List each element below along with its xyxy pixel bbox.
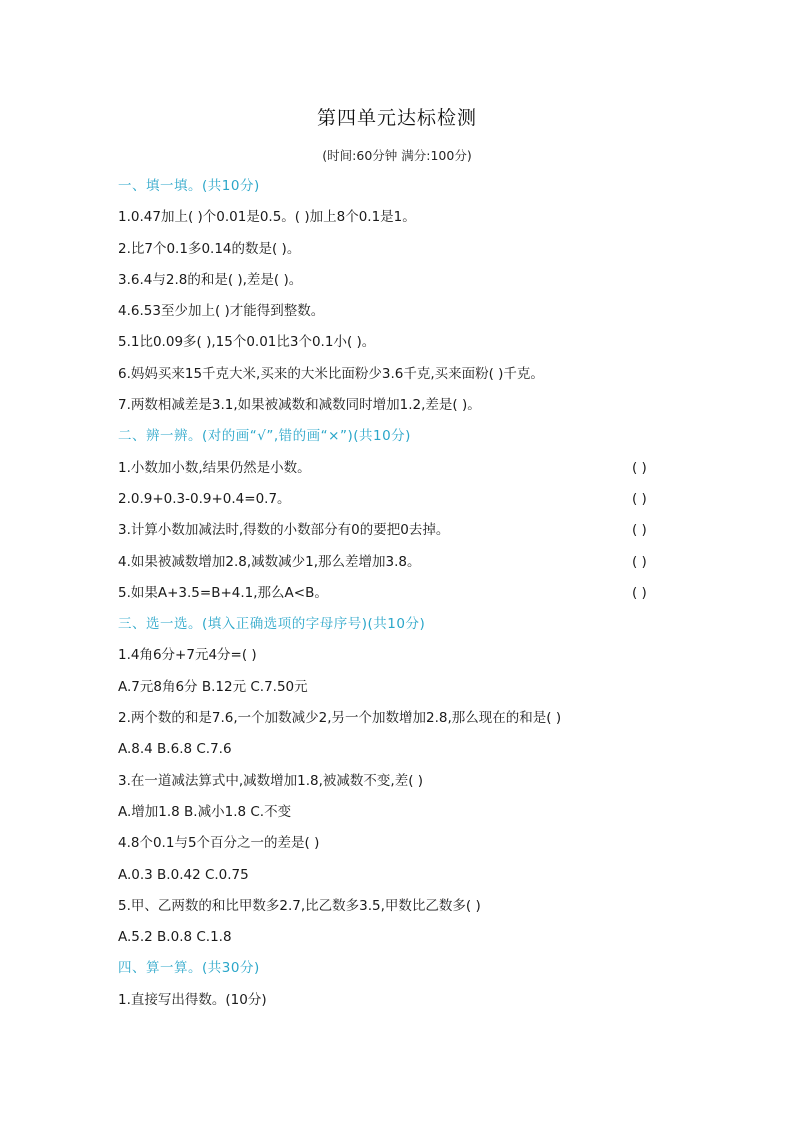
question-line: 6.妈妈买来15千克大米,买来的大米比面粉少3.6千克,买来面粉( )千克。: [118, 365, 544, 382]
question-line: 2.比7个0.1多0.14的数是( )。: [118, 240, 301, 257]
question-line: 5.甲、乙两数的和比甲数多2.7,比乙数多3.5,甲数比乙数多( ): [118, 897, 481, 914]
answer-blank: ( ): [632, 490, 647, 507]
judge-question-row: [118, 484, 678, 515]
judge-question-text: 4.如果被减数增加2.8,减数减少1,那么差增加3.8。: [118, 553, 421, 570]
question-line: 2.两个数的和是7.6,一个加数减少2,另一个加数增加2.8,那么现在的和是( ): [118, 710, 562, 727]
judge-question-row: [118, 547, 678, 578]
question-line: 1.4角6分+7元4分=( ): [118, 647, 257, 664]
judge-question-text: 5.如果A+3.5=B+4.1,那么A<B。: [118, 584, 328, 601]
section-heading-calculate: 四、算一算。(共30分): [118, 960, 260, 977]
options-line: A.7元8角6分 B.12元 C.7.50元: [118, 678, 308, 695]
answer-blank: ( ): [632, 522, 647, 539]
question-line: 5.1比0.09多( ),15个0.01比3个0.1小( )。: [118, 334, 376, 351]
question-line: 1.直接写出得数。(10分): [118, 991, 267, 1008]
page-title: 第四单元达标检测: [316, 107, 477, 129]
answer-blank: ( ): [632, 584, 647, 601]
section-heading-judge: 二、辨一辨。(对的画“√”,错的画“×”)(共10分): [118, 428, 411, 445]
section-heading-choice: 三、选一选。(填入正确选项的字母序号)(共10分): [118, 616, 426, 633]
judge-question-row: [118, 515, 678, 546]
judge-question-text: 3.计算小数加减法时,得数的小数部分有0的要把0去掉。: [118, 522, 450, 539]
judge-question-row: [118, 453, 678, 484]
question-line: 4.8个0.1与5个百分之一的差是( ): [118, 835, 320, 852]
question-line: 7.两数相减差是3.1,如果被减数和减数同时增加1.2,差是( )。: [118, 397, 481, 414]
worksheet-content: [118, 171, 678, 1016]
answer-blank: ( ): [632, 459, 647, 476]
answer-blank: ( ): [632, 553, 647, 570]
options-line: A.5.2 B.0.8 C.1.8: [118, 929, 232, 946]
judge-question-text: 2.0.9+0.3-0.9+0.4=0.7。: [118, 490, 291, 507]
judge-question-text: 1.小数加小数,结果仍然是小数。: [118, 459, 311, 476]
question-line: 3.6.4与2.8的和是( ),差是( )。: [118, 271, 303, 288]
options-line: A.增加1.8 B.减小1.8 C.不变: [118, 803, 292, 820]
options-line: A.8.4 B.6.8 C.7.6: [118, 741, 232, 758]
page-subtitle: (时间:60分钟 满分:100分): [322, 148, 472, 163]
question-line: 1.0.47加上( )个0.01是0.5。( )加上8个0.1是1。: [118, 209, 416, 226]
section-heading-fill-in: 一、填一填。(共10分): [118, 178, 260, 194]
judge-question-row: [118, 578, 678, 609]
question-line: 4.6.53至少加上( )才能得到整数。: [118, 303, 325, 320]
options-line: A.0.3 B.0.42 C.0.75: [118, 866, 249, 883]
question-line: 3.在一道减法算式中,减数增加1.8,被减数不变,差( ): [118, 772, 424, 789]
